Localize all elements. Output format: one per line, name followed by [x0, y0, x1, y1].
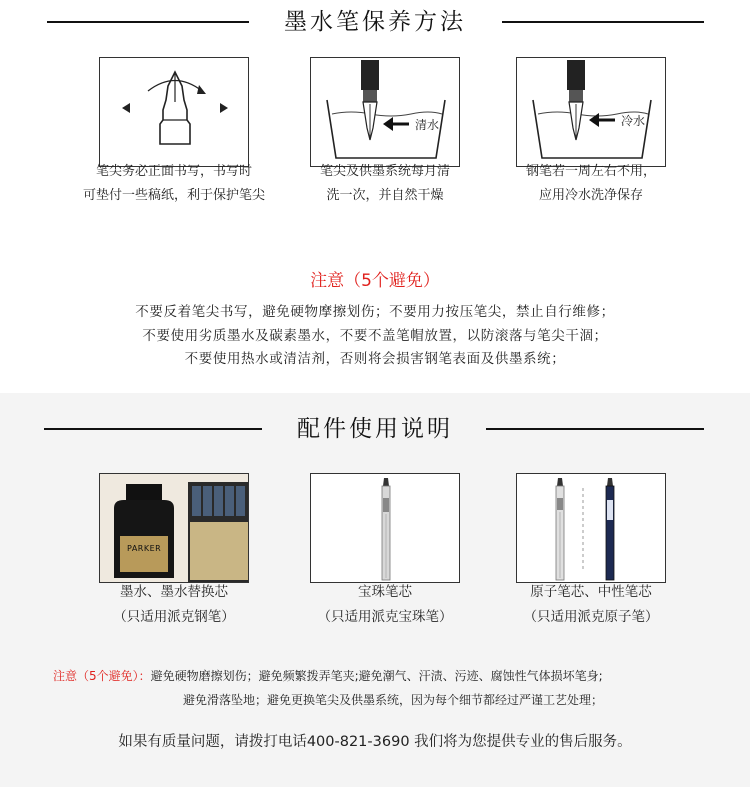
- service-contact: 如果有质量问题，请拨打电话400-821-3690 我们将为您提供专业的售后服务。: [118, 734, 632, 750]
- cold-water-label: 冷水: [621, 114, 646, 128]
- caption-line: 应用冷水洗净保存: [538, 188, 643, 203]
- water-label: 清水: [415, 118, 440, 132]
- caption-rollerball-refill: [285, 580, 485, 630]
- accessories-notice-line1: [53, 667, 603, 684]
- card-ballpoint-gel-refill: [516, 473, 666, 583]
- caption-line: 可垫付一些稿纸，利于保护笔尖: [82, 188, 265, 203]
- caption-line: （只适用派克原子笔）: [523, 609, 659, 625]
- caption-nib-direction: [54, 160, 294, 208]
- caption-line: （只适用派克宝珠笔）: [317, 609, 453, 625]
- ink-bottle-cartridges-icon: [100, 474, 249, 583]
- caption-line: 宝珠笔芯: [358, 584, 412, 600]
- card-cold-water-store: [516, 57, 666, 167]
- care-notice-line: 不要使用热水或清洁剂，否则将会损害钢笔表面及供墨系统；: [184, 351, 566, 367]
- accessories-notice-label: 注意（5个避免）：: [53, 669, 151, 683]
- ink-brand-logo: PARKER: [127, 544, 162, 553]
- care-title-bar: [0, 2, 750, 42]
- rollerball-refill-icon: [311, 474, 460, 583]
- caption-line: 墨水、墨水替换芯: [120, 584, 228, 600]
- card-ink: [99, 473, 249, 583]
- caption-line: 笔尖及供墨系统每月清: [319, 164, 450, 179]
- caption-rinse-monthly: [265, 160, 505, 208]
- caption-line: 钢笔若一周左右不用，: [525, 164, 656, 179]
- caption-line: 洗一次，并自然干燥: [326, 188, 444, 203]
- care-notice-line: 不要使用劣质墨水及碳素墨水，不要不盖笔帽放置，以防滚落与笔尖干涸；: [142, 328, 608, 344]
- care-notice-title: 注意（5个避免）: [310, 271, 440, 291]
- care-title: 墨水笔保养方法: [284, 9, 466, 35]
- card-rollerball-refill: [310, 473, 460, 583]
- caption-ballpoint-gel-refill: [491, 580, 691, 630]
- accessories-title-bar: [0, 409, 750, 449]
- caption-line: 原子笔芯、中性笔芯: [530, 584, 652, 600]
- accessories-section: [0, 393, 750, 787]
- nib-arrows-icon: [100, 58, 249, 167]
- caption-cold-water-store: [471, 160, 711, 208]
- caption-line: （只适用派克钢笔）: [113, 609, 235, 625]
- caption-line: 笔尖务必正面书写，书写时: [95, 164, 252, 179]
- ballpoint-gel-refill-icon: [517, 474, 666, 583]
- care-notice-line: 不要反着笔尖书写，避免硬物摩擦划伤；不要用力按压笔尖，禁止自行维修；: [135, 304, 615, 320]
- care-section: [0, 0, 750, 393]
- accessories-title: 配件使用说明: [297, 416, 453, 442]
- card-nib-direction: [99, 57, 249, 167]
- nib-in-water-icon: [311, 58, 460, 167]
- caption-ink: [74, 580, 274, 630]
- accessories-notice-text: 避免硬物磨擦划伤；避免频繁拨弄笔夹;避免潮气、汗渍、污迹、腐蚀性气体损坏笔身;: [150, 669, 603, 683]
- card-rinse-monthly: [310, 57, 460, 167]
- accessories-notice-line2: 避免滑落坠地；避免更换笔尖及供墨系统，因为每个细节都经过严谨工艺处理；: [183, 693, 604, 707]
